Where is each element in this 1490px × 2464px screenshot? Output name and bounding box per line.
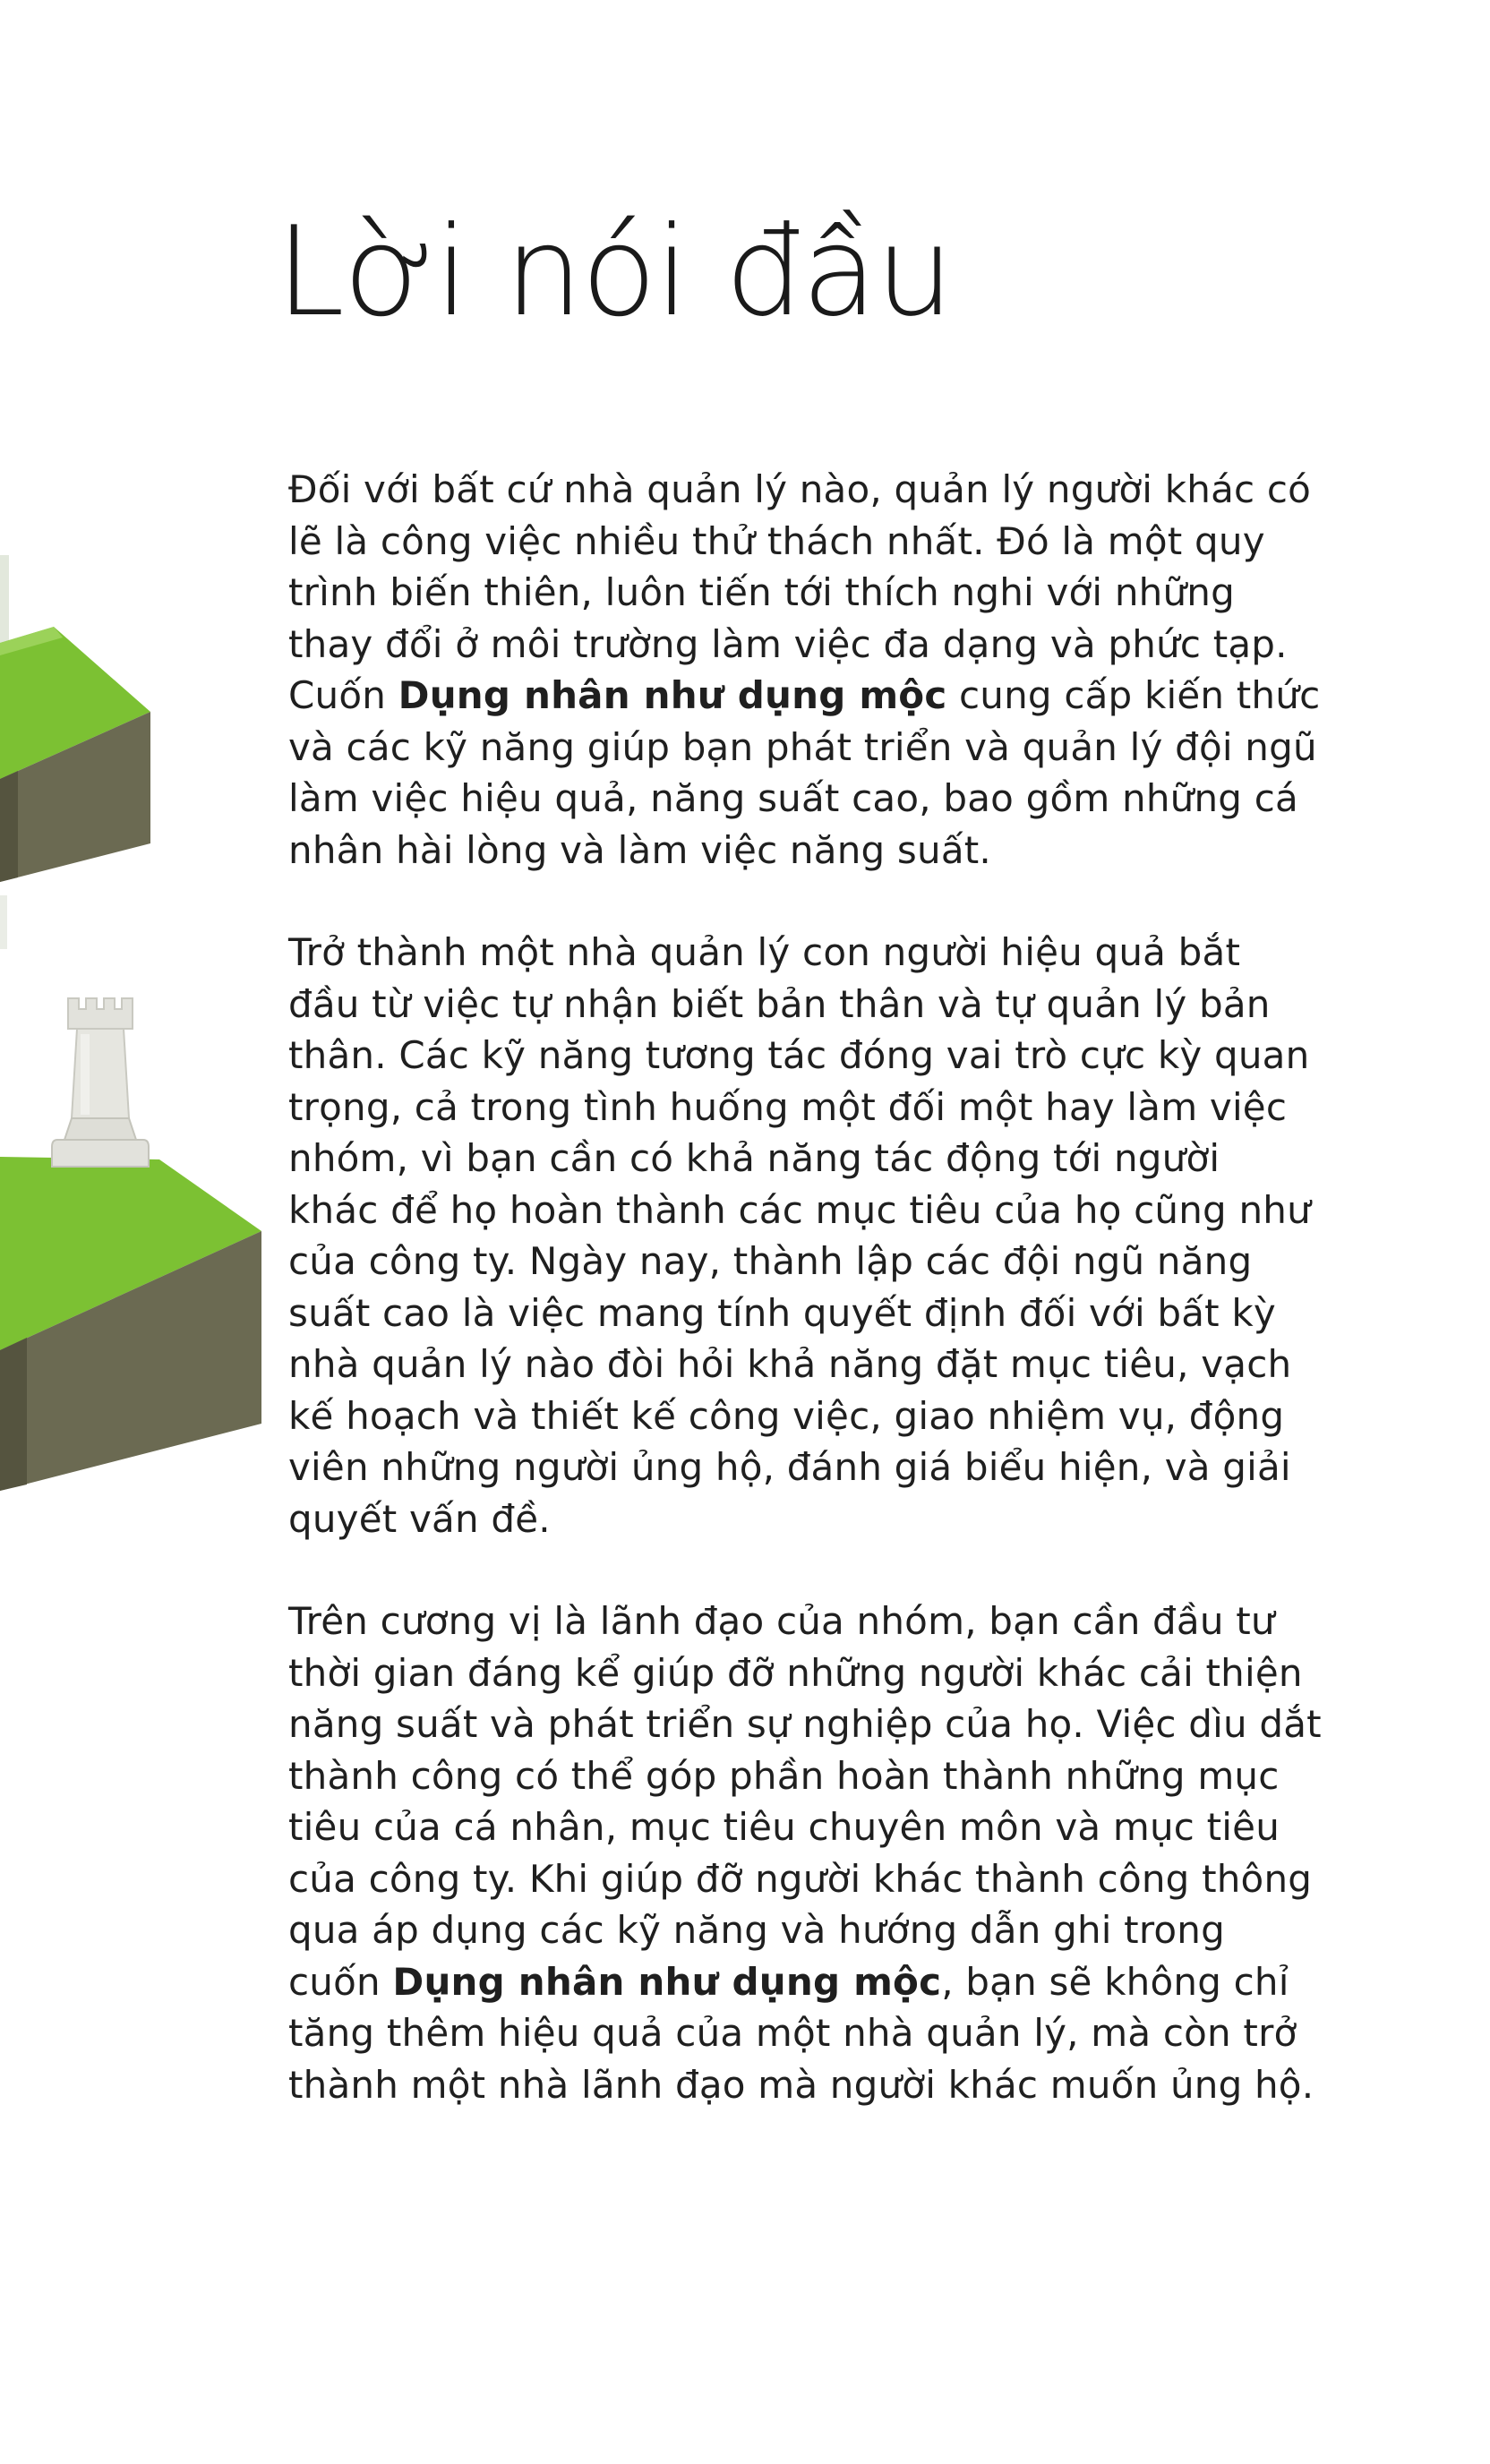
text-line	[288, 464, 1327, 516]
text-run: của công ty. Ngày nay, thành lập các đội ngũ năng	[288, 1239, 1253, 1283]
text-line	[288, 1750, 1327, 1802]
text-run: cung cấp kiến thức	[946, 673, 1321, 717]
edge-shadow-mid	[0, 895, 7, 949]
text-run: tăng thêm hiệu quả của một nhà quản lý, mà còn trở	[288, 2011, 1297, 2055]
text-line	[288, 1442, 1327, 1493]
text-line	[288, 516, 1327, 568]
text-run: Cuốn	[288, 673, 398, 717]
text-run: nhà quản lý nào đòi hỏi khả năng đặt mục tiêu, vạch	[288, 1342, 1292, 1386]
text-line	[288, 722, 1327, 774]
text-line	[288, 1596, 1327, 1647]
text-line	[288, 979, 1327, 1031]
text-line	[288, 619, 1327, 671]
text-line	[288, 1801, 1327, 1853]
text-run: Trên cương vị là lãnh đạo của nhóm, bạn cần đầu tư	[288, 1599, 1275, 1643]
text-run: qua áp dụng các kỹ năng và hướng dẫn ghi trong	[288, 1908, 1225, 1952]
text-run: và các kỹ năng giúp bạn phát triển và quản lý đội ngũ	[288, 724, 1317, 769]
text-line	[288, 2059, 1327, 2111]
text-line	[288, 1236, 1327, 1288]
text-run: nhóm, vì bạn cần có khả năng tác động tới người	[288, 1136, 1220, 1180]
text-line	[288, 2007, 1327, 2059]
text-run: , bạn sẽ không chỉ	[941, 1959, 1289, 2004]
text-run: Đối với bất cứ nhà quản lý nào, quản lý người khác có	[288, 467, 1312, 511]
text-run: quyết vấn đề.	[288, 1496, 551, 1541]
text-run: trình biến thiên, luôn tiến tới thích nghi với những	[288, 570, 1235, 614]
text-run: Trở thành một nhà quản lý con người hiệu quả bắt	[288, 930, 1241, 974]
bottom-block-side-shadow	[0, 1338, 27, 1491]
text-run: suất cao là việc mang tính quyết định đối với bất kỳ	[288, 1290, 1276, 1335]
text-line	[288, 1853, 1327, 1905]
chess-board-illustration	[0, 0, 287, 1522]
paragraph-3	[288, 1596, 1327, 2110]
text-run: thành công có thể góp phần hoàn thành những mục	[288, 1753, 1280, 1798]
text-run: năng suất và phát triển sự nghiệp của họ. Việc dìu dắt	[288, 1702, 1322, 1746]
text-line	[288, 1647, 1327, 1699]
paragraph-1	[288, 464, 1327, 876]
text-run: khác để họ hoàn thành các mục tiêu của họ cũng như	[288, 1187, 1311, 1232]
text-run: nhân hài lòng và làm việc năng suất.	[288, 827, 991, 872]
text-run: viên những người ủng hộ, đánh giá biểu hiện, và giải	[288, 1445, 1291, 1489]
text-run: đầu từ việc tự nhận biết bản thân và tự quản lý bản	[288, 981, 1271, 1026]
text-run: làm việc hiệu quả, năng suất cao, bao gồm những cá	[288, 776, 1298, 820]
text-line	[288, 825, 1327, 877]
text-run: cuốn	[288, 1959, 393, 2004]
text-run: thời gian đáng kể giúp đỡ những người khác cải thiện	[288, 1650, 1303, 1695]
text-line	[288, 1956, 1327, 2008]
text-line	[288, 1082, 1327, 1134]
text-line	[288, 1904, 1327, 1956]
book-title-emphasis: Dụng nhân như dụng mộc	[398, 673, 947, 717]
body-text	[288, 464, 1327, 2161]
text-run: lẽ là công việc nhiều thử thách nhất. Đó là một quy	[288, 518, 1265, 563]
book-title-emphasis: Dụng nhân như dụng mộc	[392, 1959, 942, 2004]
text-run: trọng, cả trong tình huống một đối một hay làm việc	[288, 1084, 1288, 1129]
text-line	[288, 1133, 1327, 1185]
text-line	[288, 670, 1327, 722]
page-title: Lời nói đầu	[276, 200, 953, 344]
text-run: thành một nhà lãnh đạo mà người khác muốn ủng hộ.	[288, 2062, 1314, 2107]
text-run: thân. Các kỹ năng tương tác đóng vai trò cực kỳ quan	[288, 1033, 1310, 1077]
top-block-side-shadow	[0, 771, 18, 882]
text-line	[288, 1339, 1327, 1390]
text-line	[288, 1493, 1327, 1545]
rook-icon	[52, 998, 149, 1167]
text-line	[288, 1185, 1327, 1236]
text-line	[288, 567, 1327, 619]
text-run: kế hoạch và thiết kế công việc, giao nhiệm vụ, động	[288, 1393, 1285, 1438]
text-run: của công ty. Khi giúp đỡ người khác thành công thông	[288, 1856, 1313, 1901]
text-line	[288, 927, 1327, 979]
text-line	[288, 1390, 1327, 1442]
edge-shadow-top	[0, 555, 9, 654]
paragraph-2	[288, 927, 1327, 1544]
text-line	[288, 773, 1327, 825]
text-run: tiêu của cá nhân, mục tiêu chuyên môn và mục tiêu	[288, 1805, 1280, 1849]
text-line	[288, 1030, 1327, 1082]
text-line	[288, 1288, 1327, 1339]
text-line	[288, 1698, 1327, 1750]
text-run: thay đổi ở môi trường làm việc đa dạng và phức tạp.	[288, 621, 1288, 666]
